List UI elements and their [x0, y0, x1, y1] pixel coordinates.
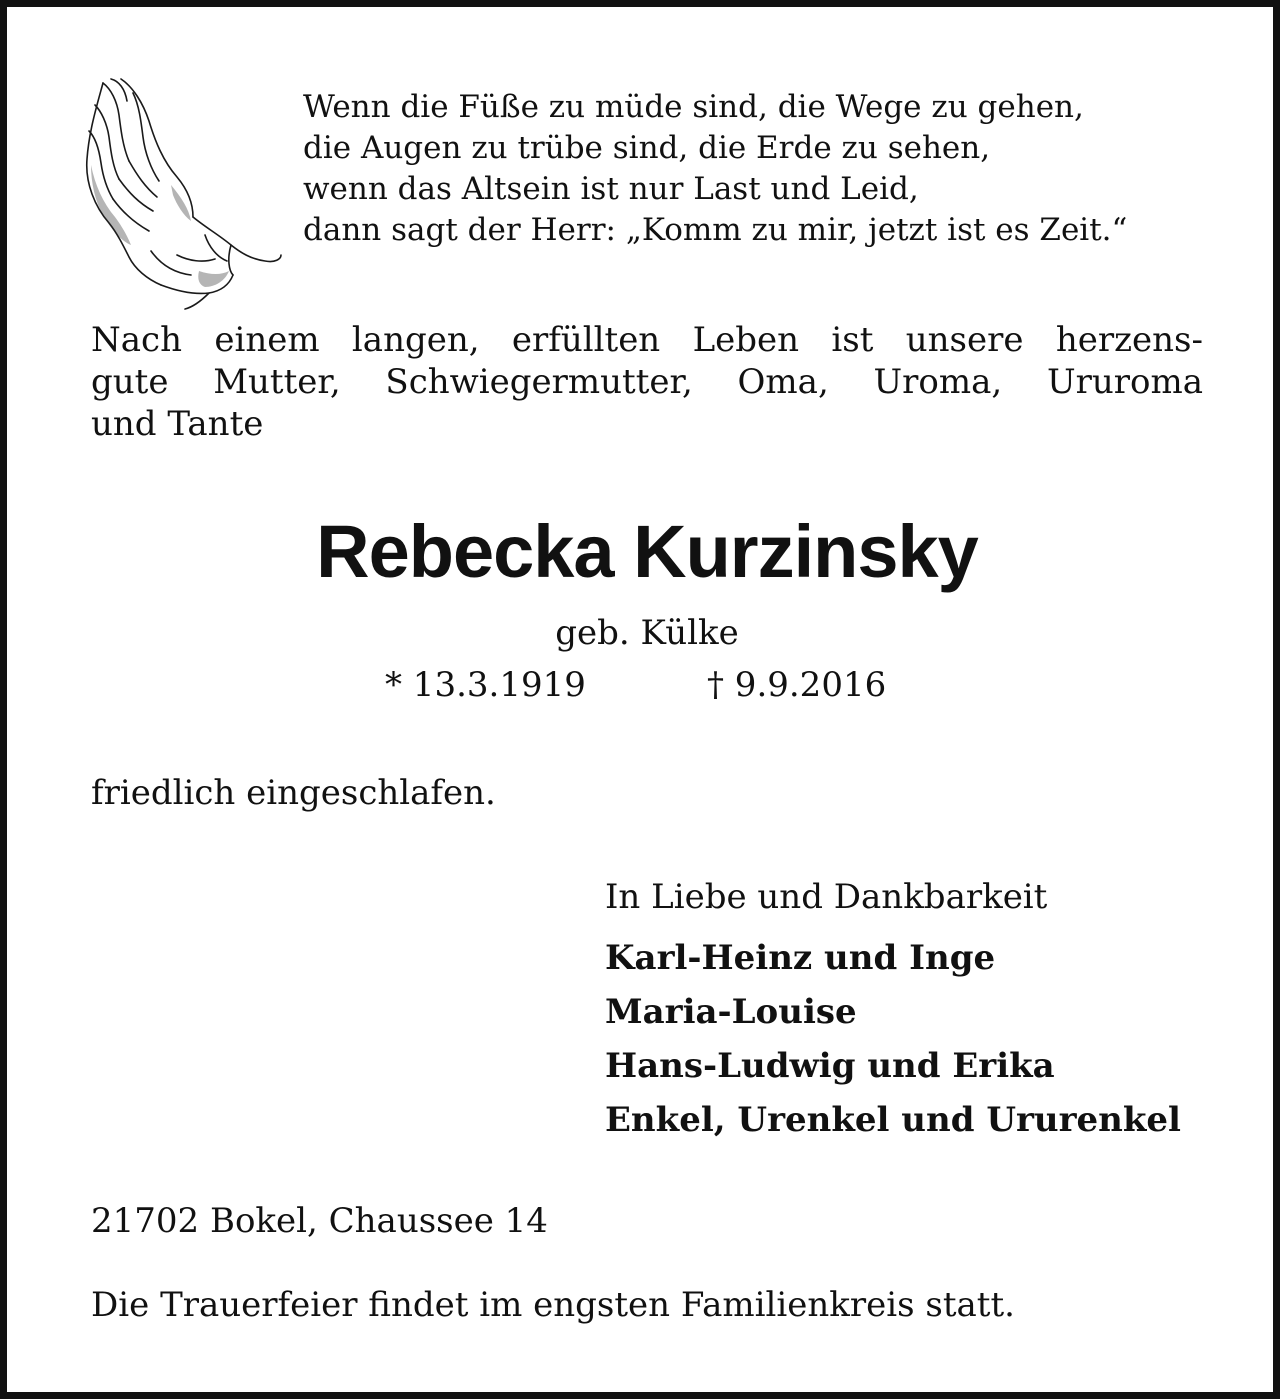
- praying-hands-icon: [81, 75, 283, 311]
- death-date: † 9.9.2016: [707, 665, 887, 705]
- closing-text: friedlich eingeschlafen.: [91, 773, 496, 813]
- poem-line: Wenn die Füße zu müde sind, die Wege zu gehen,: [303, 89, 1084, 125]
- service-note: Die Trauerfeier findet im engsten Familienkreis statt.: [91, 1285, 1015, 1325]
- intro-text: [91, 319, 1203, 445]
- birth-date: * 13.3.1919: [385, 665, 586, 705]
- signoff-text: In Liebe und Dankbarkeit: [605, 877, 1048, 917]
- address: 21702 Bokel, Chaussee 14: [91, 1201, 548, 1241]
- mourner-name: Enkel, Urenkel und Ururenkel: [605, 1100, 1181, 1140]
- mourner-name: Maria-Louise: [605, 992, 857, 1032]
- poem: [303, 87, 1223, 251]
- poem-line: wenn das Altsein ist nur Last und Leid,: [303, 171, 919, 207]
- poem-line: dann sagt der Herr: „Komm zu mir, jetzt ist es Zeit.“: [303, 212, 1128, 248]
- deceased-name: Rebecka Kurzinsky: [316, 510, 978, 593]
- mourners-list: [605, 931, 1181, 1147]
- mourner-name: Karl-Heinz und Inge: [605, 938, 996, 978]
- maiden-name: geb. Külke: [555, 613, 739, 653]
- poem-line: die Augen zu trübe sind, die Erde zu sehen,: [303, 130, 991, 166]
- intro-line: Nach einem langen, erfüllten Leben ist unsere herzens-: [91, 320, 1203, 360]
- intro-line: gute Mutter, Schwiegermutter, Oma, Uroma, Ururoma: [91, 362, 1203, 402]
- mourner-name: Hans-Ludwig und Erika: [605, 1046, 1055, 1086]
- intro-line: und Tante: [91, 404, 264, 444]
